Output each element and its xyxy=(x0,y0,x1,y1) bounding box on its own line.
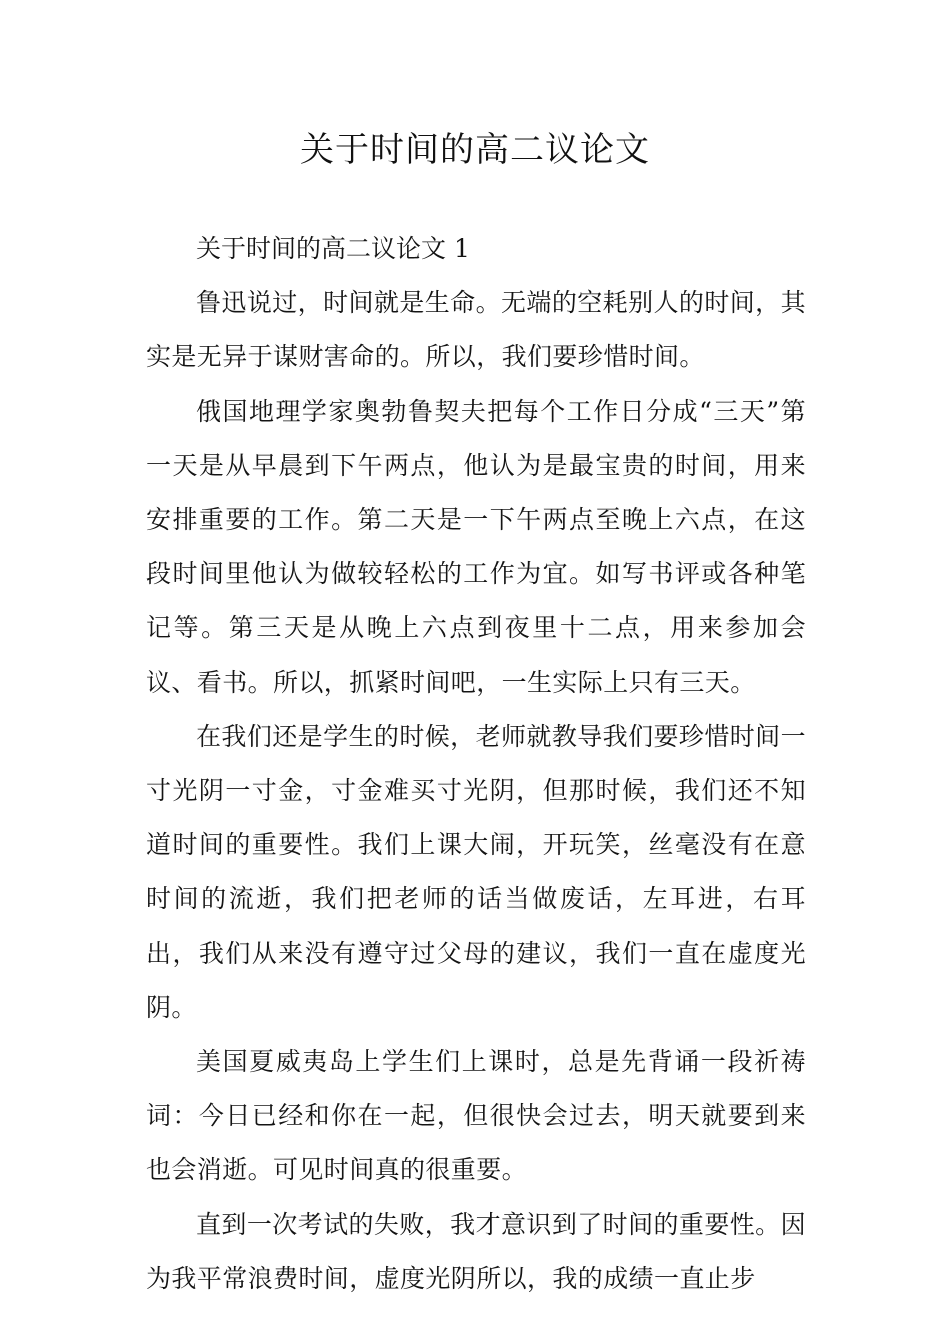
section-heading: 关于时间的高二议论文 1 xyxy=(196,234,470,263)
paragraph: 美国夏威夷岛上学生们上课时，总是先背诵一段祈祷词：今日已经和你在一起，但很快会过去，明天就要到来也会消逝。可见时间真的很重要。 xyxy=(146,1047,806,1185)
paragraph: 在我们还是学生的时候，老师就教导我们要珍惜时间一寸光阴一寸金，寸金难买寸光阴，但那时候，我们还不知道时间的重要性。我们上课大闹，开玩笑，丝毫没有在意时间的流逝，我们把老师的话当做废话，左耳进，右耳出，我们从来没有遵守过父母的建议，我们一直在虚度光阴。 xyxy=(146,721,806,1022)
document-body xyxy=(146,222,806,1306)
paragraph: 俄国地理学家奥勃鲁契夫把每个工作日分成“三天”第一天是从早晨到下午两点，他认为是最宝贵的时间，用来安排重要的工作。第二天是一下午两点至晚上六点，在这段时间里他认为做较轻松的工作为宜。如写书评或各种笔记等。第三天是从晚上六点到夜里十二点，用来参加会议、看书。所以，抓紧时间吧，一生实际上只有三天。 xyxy=(146,396,806,697)
paragraph: 直到一次考试的失败，我才意识到了时间的重要性。因为我平常浪费时间，虚度光阴所以，我的成绩一直止步 xyxy=(146,1209,806,1293)
paragraph: 鲁迅说过，时间就是生命。无端的空耗别人的时间，其实是无异于谋财害命的。所以，我们要珍惜时间。 xyxy=(146,288,806,372)
document-title: 关于时间的高二议论文 xyxy=(300,130,650,170)
